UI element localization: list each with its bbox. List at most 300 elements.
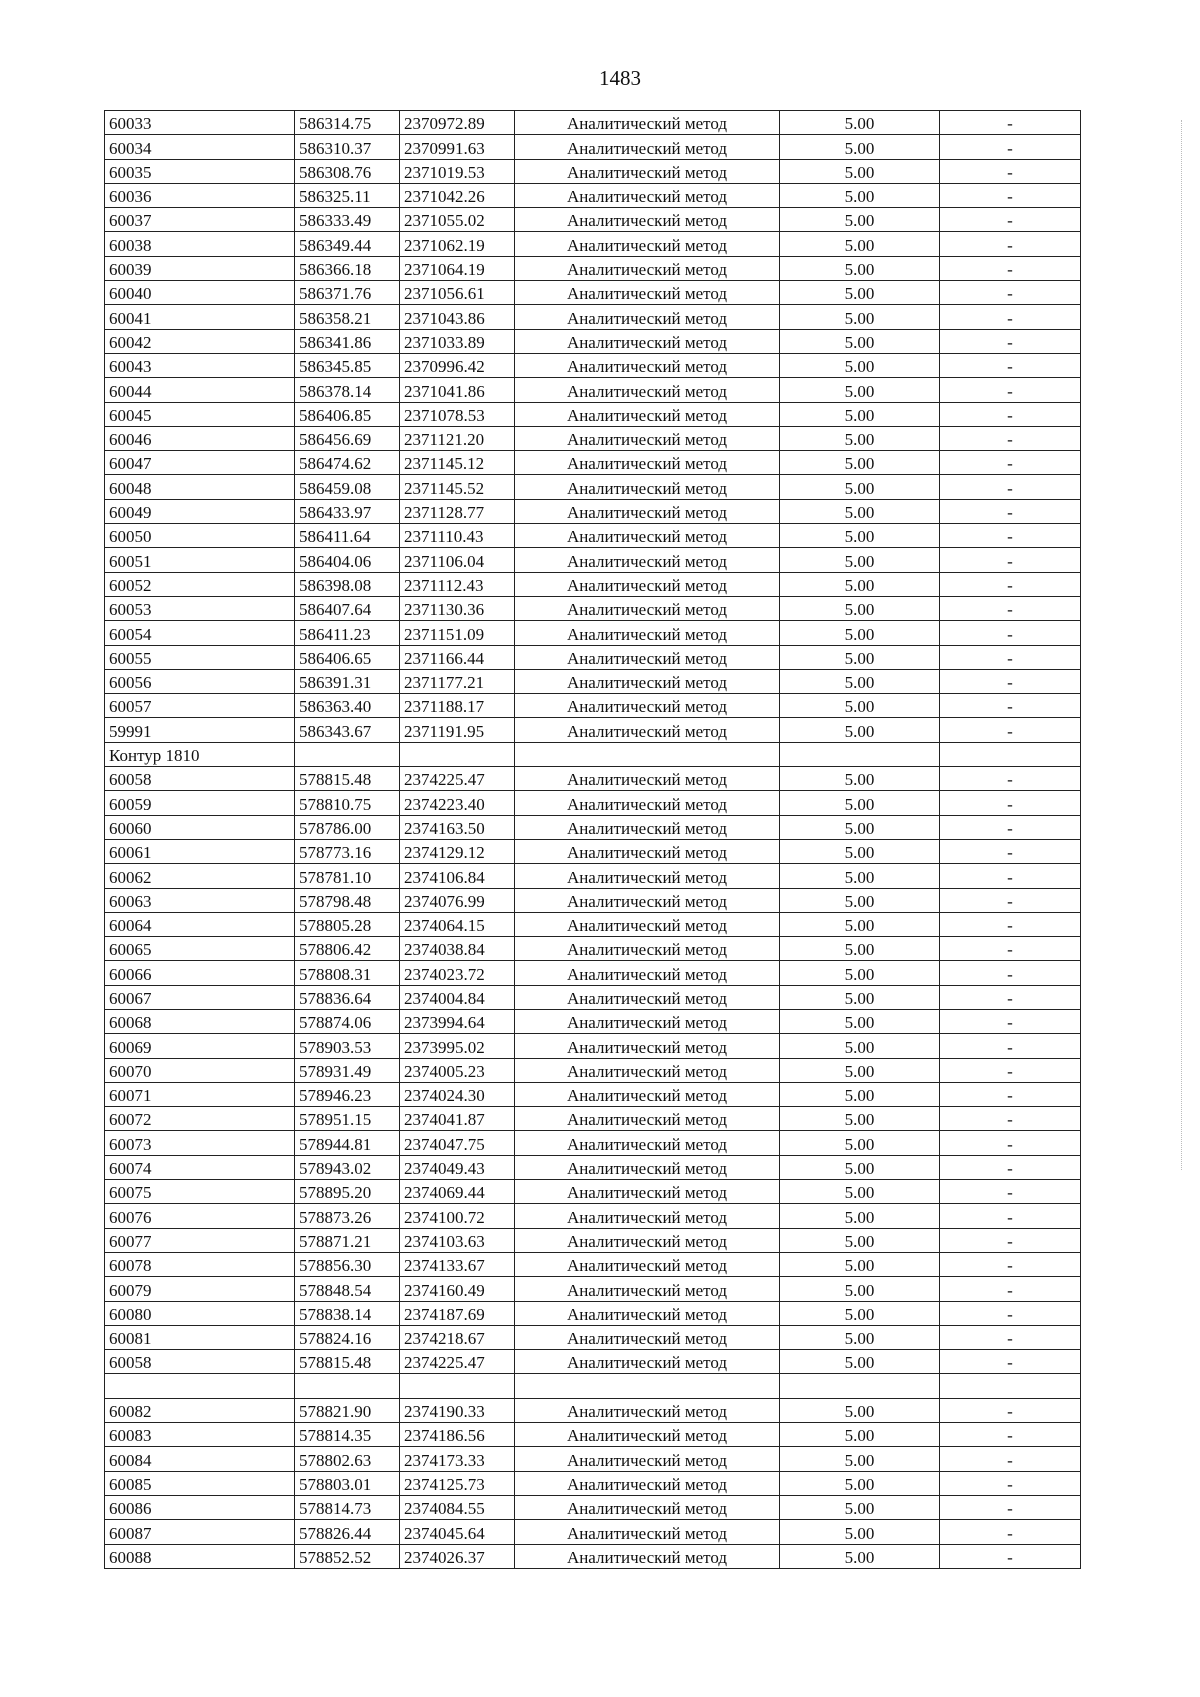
point-id-cell: 60071 bbox=[105, 1082, 295, 1106]
y-coordinate-cell: 2371166.44 bbox=[400, 645, 515, 669]
table-row bbox=[105, 912, 1081, 936]
method-cell: Аналитический метод bbox=[515, 572, 780, 596]
y-coordinate-cell: 2374163.50 bbox=[400, 815, 515, 839]
x-coordinate-cell: 578856.30 bbox=[295, 1252, 400, 1276]
page-number: 1483 bbox=[599, 66, 641, 90]
method-cell: Аналитический метод bbox=[515, 815, 780, 839]
point-id-cell: 60048 bbox=[105, 475, 295, 499]
y-coordinate-cell: 2371110.43 bbox=[400, 524, 515, 548]
point-id-cell: 60055 bbox=[105, 645, 295, 669]
table-row bbox=[105, 621, 1081, 645]
point-id-cell: 60052 bbox=[105, 572, 295, 596]
description-cell: - bbox=[940, 1228, 1081, 1252]
point-id-cell: 60044 bbox=[105, 378, 295, 402]
accuracy-cell: 5.00 bbox=[780, 378, 940, 402]
description-cell: - bbox=[940, 669, 1081, 693]
method-cell: Аналитический метод bbox=[515, 1325, 780, 1349]
description-cell: - bbox=[940, 159, 1081, 183]
x-coordinate-cell: 586378.14 bbox=[295, 378, 400, 402]
y-coordinate-cell: 2374005.23 bbox=[400, 1058, 515, 1082]
method-cell: Аналитический метод bbox=[515, 718, 780, 742]
method-cell: Аналитический метод bbox=[515, 1155, 780, 1179]
accuracy-cell: 5.00 bbox=[780, 256, 940, 280]
description-cell: - bbox=[940, 281, 1081, 305]
accuracy-cell: 5.00 bbox=[780, 451, 940, 475]
table-row bbox=[105, 839, 1081, 863]
method-cell bbox=[515, 742, 780, 766]
table-row bbox=[105, 718, 1081, 742]
table-row bbox=[105, 548, 1081, 572]
description-cell: - bbox=[940, 864, 1081, 888]
method-cell: Аналитический метод bbox=[515, 1447, 780, 1471]
description-cell: - bbox=[940, 815, 1081, 839]
table-row bbox=[105, 669, 1081, 693]
x-coordinate-cell: 586433.97 bbox=[295, 499, 400, 523]
x-coordinate-cell: 578815.48 bbox=[295, 1350, 400, 1374]
accuracy-cell: 5.00 bbox=[780, 1131, 940, 1155]
point-id-cell: 60061 bbox=[105, 839, 295, 863]
method-cell: Аналитический метод bbox=[515, 839, 780, 863]
point-id-cell: 60058 bbox=[105, 1350, 295, 1374]
x-coordinate-cell: 578943.02 bbox=[295, 1155, 400, 1179]
accuracy-cell: 5.00 bbox=[780, 572, 940, 596]
point-id-cell: 60079 bbox=[105, 1277, 295, 1301]
method-cell: Аналитический метод bbox=[515, 451, 780, 475]
method-cell: Аналитический метод bbox=[515, 402, 780, 426]
y-coordinate-cell: 2374045.64 bbox=[400, 1520, 515, 1544]
x-coordinate-cell: 586474.62 bbox=[295, 451, 400, 475]
method-cell: Аналитический метод bbox=[515, 1009, 780, 1033]
coordinates-table-body bbox=[105, 111, 1081, 1569]
table-row bbox=[105, 524, 1081, 548]
x-coordinate-cell: 578931.49 bbox=[295, 1058, 400, 1082]
table-row bbox=[105, 1058, 1081, 1082]
y-coordinate-cell bbox=[400, 742, 515, 766]
table-row bbox=[105, 1009, 1081, 1033]
x-coordinate-cell: 586363.40 bbox=[295, 694, 400, 718]
accuracy-cell: 5.00 bbox=[780, 183, 940, 207]
table-row bbox=[105, 1252, 1081, 1276]
table-row bbox=[105, 888, 1081, 912]
table-row bbox=[105, 353, 1081, 377]
method-cell: Аналитический метод bbox=[515, 1228, 780, 1252]
description-cell: - bbox=[940, 1325, 1081, 1349]
y-coordinate-cell: 2370991.63 bbox=[400, 135, 515, 159]
x-coordinate-cell: 578826.44 bbox=[295, 1520, 400, 1544]
x-coordinate-cell: 578824.16 bbox=[295, 1325, 400, 1349]
x-coordinate-cell: 586406.65 bbox=[295, 645, 400, 669]
table-row bbox=[105, 791, 1081, 815]
x-coordinate-cell: 586411.23 bbox=[295, 621, 400, 645]
point-id-cell: 60075 bbox=[105, 1180, 295, 1204]
method-cell: Аналитический метод bbox=[515, 353, 780, 377]
x-coordinate-cell bbox=[295, 1374, 400, 1398]
point-id-cell: 60047 bbox=[105, 451, 295, 475]
method-cell: Аналитический метод bbox=[515, 985, 780, 1009]
x-coordinate-cell: 586407.64 bbox=[295, 596, 400, 620]
accuracy-cell: 5.00 bbox=[780, 281, 940, 305]
description-cell: - bbox=[940, 839, 1081, 863]
description-cell: - bbox=[940, 1058, 1081, 1082]
accuracy-cell: 5.00 bbox=[780, 111, 940, 135]
x-coordinate-cell: 586308.76 bbox=[295, 159, 400, 183]
description-cell: - bbox=[940, 1544, 1081, 1568]
y-coordinate-cell: 2374186.56 bbox=[400, 1423, 515, 1447]
point-id-cell: 60045 bbox=[105, 402, 295, 426]
table-row bbox=[105, 1544, 1081, 1568]
accuracy-cell: 5.00 bbox=[780, 1495, 940, 1519]
description-cell: - bbox=[940, 767, 1081, 791]
table-row bbox=[105, 1228, 1081, 1252]
description-cell: - bbox=[940, 232, 1081, 256]
description-cell: - bbox=[940, 305, 1081, 329]
table-row bbox=[105, 1471, 1081, 1495]
accuracy-cell: 5.00 bbox=[780, 1082, 940, 1106]
method-cell bbox=[515, 1374, 780, 1398]
accuracy-cell: 5.00 bbox=[780, 1058, 940, 1082]
accuracy-cell: 5.00 bbox=[780, 524, 940, 548]
accuracy-cell: 5.00 bbox=[780, 1471, 940, 1495]
x-coordinate-cell: 586325.11 bbox=[295, 183, 400, 207]
table-row bbox=[105, 232, 1081, 256]
table-row bbox=[105, 1495, 1081, 1519]
table-row bbox=[105, 985, 1081, 1009]
point-id-cell: 60063 bbox=[105, 888, 295, 912]
method-cell: Аналитический метод bbox=[515, 426, 780, 450]
description-cell: - bbox=[940, 1252, 1081, 1276]
x-coordinate-cell: 586345.85 bbox=[295, 353, 400, 377]
table-row bbox=[105, 256, 1081, 280]
method-cell: Аналитический метод bbox=[515, 1495, 780, 1519]
point-id-cell: 60082 bbox=[105, 1398, 295, 1422]
accuracy-cell: 5.00 bbox=[780, 208, 940, 232]
method-cell: Аналитический метод bbox=[515, 791, 780, 815]
point-id-cell: 60069 bbox=[105, 1034, 295, 1058]
description-cell: - bbox=[940, 912, 1081, 936]
point-id-cell: 60078 bbox=[105, 1252, 295, 1276]
description-cell: - bbox=[940, 1398, 1081, 1422]
description-cell: - bbox=[940, 499, 1081, 523]
point-id-cell: 60062 bbox=[105, 864, 295, 888]
accuracy-cell: 5.00 bbox=[780, 864, 940, 888]
point-id-cell: 60060 bbox=[105, 815, 295, 839]
y-coordinate-cell: 2374076.99 bbox=[400, 888, 515, 912]
accuracy-cell: 5.00 bbox=[780, 1350, 940, 1374]
y-coordinate-cell: 2374100.72 bbox=[400, 1204, 515, 1228]
y-coordinate-cell: 2374084.55 bbox=[400, 1495, 515, 1519]
y-coordinate-cell: 2374049.43 bbox=[400, 1155, 515, 1179]
description-cell: - bbox=[940, 1301, 1081, 1325]
accuracy-cell: 5.00 bbox=[780, 791, 940, 815]
y-coordinate-cell: 2374223.40 bbox=[400, 791, 515, 815]
accuracy-cell: 5.00 bbox=[780, 1301, 940, 1325]
accuracy-cell: 5.00 bbox=[780, 1423, 940, 1447]
y-coordinate-cell: 2371041.86 bbox=[400, 378, 515, 402]
point-id-cell: 60086 bbox=[105, 1495, 295, 1519]
accuracy-cell: 5.00 bbox=[780, 985, 940, 1009]
accuracy-cell: 5.00 bbox=[780, 159, 940, 183]
method-cell: Аналитический метод bbox=[515, 232, 780, 256]
method-cell: Аналитический метод bbox=[515, 208, 780, 232]
accuracy-cell: 5.00 bbox=[780, 888, 940, 912]
y-coordinate-cell: 2374218.67 bbox=[400, 1325, 515, 1349]
y-coordinate-cell: 2374041.87 bbox=[400, 1107, 515, 1131]
description-cell: - bbox=[940, 1495, 1081, 1519]
x-coordinate-cell: 578806.42 bbox=[295, 937, 400, 961]
point-id-cell: 60037 bbox=[105, 208, 295, 232]
description-cell: - bbox=[940, 621, 1081, 645]
point-id-cell: 60042 bbox=[105, 329, 295, 353]
accuracy-cell: 5.00 bbox=[780, 1034, 940, 1058]
description-cell: - bbox=[940, 426, 1081, 450]
x-coordinate-cell: 578838.14 bbox=[295, 1301, 400, 1325]
y-coordinate-cell: 2371019.53 bbox=[400, 159, 515, 183]
accuracy-cell: 5.00 bbox=[780, 1155, 940, 1179]
point-id-cell: 60050 bbox=[105, 524, 295, 548]
y-coordinate-cell: 2374004.84 bbox=[400, 985, 515, 1009]
accuracy-cell: 5.00 bbox=[780, 548, 940, 572]
point-id-cell: 60058 bbox=[105, 767, 295, 791]
description-cell: - bbox=[940, 353, 1081, 377]
point-id-cell: 60065 bbox=[105, 937, 295, 961]
table-row bbox=[105, 1423, 1081, 1447]
method-cell: Аналитический метод bbox=[515, 281, 780, 305]
point-id-cell: 60049 bbox=[105, 499, 295, 523]
description-cell: - bbox=[940, 524, 1081, 548]
description-cell bbox=[940, 1374, 1081, 1398]
table-row bbox=[105, 378, 1081, 402]
description-cell: - bbox=[940, 596, 1081, 620]
point-id-cell: 60051 bbox=[105, 548, 295, 572]
y-coordinate-cell: 2374023.72 bbox=[400, 961, 515, 985]
accuracy-cell: 5.00 bbox=[780, 1107, 940, 1131]
y-coordinate-cell: 2373994.64 bbox=[400, 1009, 515, 1033]
y-coordinate-cell: 2371145.12 bbox=[400, 451, 515, 475]
x-coordinate-cell bbox=[295, 742, 400, 766]
x-coordinate-cell: 578814.73 bbox=[295, 1495, 400, 1519]
y-coordinate-cell: 2371188.17 bbox=[400, 694, 515, 718]
description-cell: - bbox=[940, 888, 1081, 912]
accuracy-cell: 5.00 bbox=[780, 937, 940, 961]
description-cell: - bbox=[940, 1447, 1081, 1471]
x-coordinate-cell: 578871.21 bbox=[295, 1228, 400, 1252]
coordinates-table bbox=[104, 110, 1081, 1569]
table-row bbox=[105, 1350, 1081, 1374]
point-id-cell: 60077 bbox=[105, 1228, 295, 1252]
method-cell: Аналитический метод bbox=[515, 1398, 780, 1422]
point-id-cell: 60081 bbox=[105, 1325, 295, 1349]
description-cell: - bbox=[940, 1082, 1081, 1106]
point-id-cell bbox=[105, 1374, 295, 1398]
accuracy-cell: 5.00 bbox=[780, 1277, 940, 1301]
y-coordinate-cell: 2371128.77 bbox=[400, 499, 515, 523]
y-coordinate-cell: 2371145.52 bbox=[400, 475, 515, 499]
accuracy-cell: 5.00 bbox=[780, 1009, 940, 1033]
method-cell: Аналитический метод bbox=[515, 621, 780, 645]
accuracy-cell: 5.00 bbox=[780, 232, 940, 256]
point-id-cell: 60053 bbox=[105, 596, 295, 620]
method-cell: Аналитический метод bbox=[515, 305, 780, 329]
accuracy-cell bbox=[780, 742, 940, 766]
y-coordinate-cell: 2371043.86 bbox=[400, 305, 515, 329]
method-cell: Аналитический метод bbox=[515, 1204, 780, 1228]
table-row bbox=[105, 475, 1081, 499]
method-cell: Аналитический метод bbox=[515, 1107, 780, 1131]
method-cell: Аналитический метод bbox=[515, 183, 780, 207]
y-coordinate-cell: 2371033.89 bbox=[400, 329, 515, 353]
y-coordinate-cell: 2371130.36 bbox=[400, 596, 515, 620]
accuracy-cell: 5.00 bbox=[780, 1204, 940, 1228]
table-row bbox=[105, 281, 1081, 305]
method-cell: Аналитический метод bbox=[515, 1082, 780, 1106]
y-coordinate-cell: 2371106.04 bbox=[400, 548, 515, 572]
x-coordinate-cell: 578814.35 bbox=[295, 1423, 400, 1447]
x-coordinate-cell: 578895.20 bbox=[295, 1180, 400, 1204]
method-cell: Аналитический метод bbox=[515, 111, 780, 135]
table-row bbox=[105, 815, 1081, 839]
accuracy-cell: 5.00 bbox=[780, 1252, 940, 1276]
y-coordinate-cell: 2371151.09 bbox=[400, 621, 515, 645]
method-cell: Аналитический метод bbox=[515, 961, 780, 985]
y-coordinate-cell: 2374038.84 bbox=[400, 937, 515, 961]
method-cell: Аналитический метод bbox=[515, 548, 780, 572]
x-coordinate-cell: 586411.64 bbox=[295, 524, 400, 548]
table-row bbox=[105, 305, 1081, 329]
point-id-cell: 60041 bbox=[105, 305, 295, 329]
point-id-cell: 60054 bbox=[105, 621, 295, 645]
description-cell: - bbox=[940, 718, 1081, 742]
point-id-cell: 60034 bbox=[105, 135, 295, 159]
table-row bbox=[105, 1374, 1081, 1398]
method-cell: Аналитический метод bbox=[515, 694, 780, 718]
table-row bbox=[105, 937, 1081, 961]
description-cell: - bbox=[940, 183, 1081, 207]
method-cell: Аналитический метод bbox=[515, 669, 780, 693]
x-coordinate-cell: 578946.23 bbox=[295, 1082, 400, 1106]
method-cell: Аналитический метод bbox=[515, 1471, 780, 1495]
point-id-cell: 60070 bbox=[105, 1058, 295, 1082]
x-coordinate-cell: 578848.54 bbox=[295, 1277, 400, 1301]
y-coordinate-cell: 2371078.53 bbox=[400, 402, 515, 426]
method-cell: Аналитический метод bbox=[515, 596, 780, 620]
y-coordinate-cell: 2371064.19 bbox=[400, 256, 515, 280]
y-coordinate-cell: 2374173.33 bbox=[400, 1447, 515, 1471]
x-coordinate-cell: 578798.48 bbox=[295, 888, 400, 912]
point-id-cell: 60057 bbox=[105, 694, 295, 718]
table-row bbox=[105, 1325, 1081, 1349]
method-cell: Аналитический метод bbox=[515, 1520, 780, 1544]
table-row bbox=[105, 1155, 1081, 1179]
description-cell: - bbox=[940, 378, 1081, 402]
y-coordinate-cell: 2374225.47 bbox=[400, 1350, 515, 1374]
accuracy-cell: 5.00 bbox=[780, 961, 940, 985]
method-cell: Аналитический метод bbox=[515, 912, 780, 936]
x-coordinate-cell: 586310.37 bbox=[295, 135, 400, 159]
accuracy-cell: 5.00 bbox=[780, 767, 940, 791]
accuracy-cell: 5.00 bbox=[780, 135, 940, 159]
description-cell: - bbox=[940, 1520, 1081, 1544]
accuracy-cell: 5.00 bbox=[780, 1544, 940, 1568]
x-coordinate-cell: 578808.31 bbox=[295, 961, 400, 985]
method-cell: Аналитический метод bbox=[515, 1034, 780, 1058]
table-row bbox=[105, 961, 1081, 985]
point-id-cell: 60056 bbox=[105, 669, 295, 693]
description-cell: - bbox=[940, 1423, 1081, 1447]
description-cell: - bbox=[940, 1107, 1081, 1131]
accuracy-cell: 5.00 bbox=[780, 694, 940, 718]
y-coordinate-cell: 2371042.26 bbox=[400, 183, 515, 207]
x-coordinate-cell: 586343.67 bbox=[295, 718, 400, 742]
y-coordinate-cell: 2374024.30 bbox=[400, 1082, 515, 1106]
x-coordinate-cell: 578944.81 bbox=[295, 1131, 400, 1155]
x-coordinate-cell: 578786.00 bbox=[295, 815, 400, 839]
y-coordinate-cell: 2374160.49 bbox=[400, 1277, 515, 1301]
method-cell: Аналитический метод bbox=[515, 1350, 780, 1374]
y-coordinate-cell: 2374026.37 bbox=[400, 1544, 515, 1568]
point-id-cell: 60068 bbox=[105, 1009, 295, 1033]
y-coordinate-cell: 2374103.63 bbox=[400, 1228, 515, 1252]
method-cell: Аналитический метод bbox=[515, 159, 780, 183]
point-id-cell: 60083 bbox=[105, 1423, 295, 1447]
y-coordinate-cell: 2370996.42 bbox=[400, 353, 515, 377]
method-cell: Аналитический метод bbox=[515, 329, 780, 353]
point-id-cell: 60043 bbox=[105, 353, 295, 377]
accuracy-cell: 5.00 bbox=[780, 329, 940, 353]
description-cell: - bbox=[940, 208, 1081, 232]
accuracy-cell: 5.00 bbox=[780, 475, 940, 499]
accuracy-cell: 5.00 bbox=[780, 1520, 940, 1544]
x-coordinate-cell: 586404.06 bbox=[295, 548, 400, 572]
point-id-cell: 60040 bbox=[105, 281, 295, 305]
description-cell: - bbox=[940, 572, 1081, 596]
table-row bbox=[105, 572, 1081, 596]
method-cell: Аналитический метод bbox=[515, 475, 780, 499]
table-row bbox=[105, 111, 1081, 135]
description-cell: - bbox=[940, 937, 1081, 961]
table-row bbox=[105, 596, 1081, 620]
description-cell: - bbox=[940, 135, 1081, 159]
accuracy-cell: 5.00 bbox=[780, 1228, 940, 1252]
description-cell bbox=[940, 742, 1081, 766]
description-cell: - bbox=[940, 256, 1081, 280]
point-id-cell: 60036 bbox=[105, 183, 295, 207]
accuracy-cell: 5.00 bbox=[780, 718, 940, 742]
accuracy-cell: 5.00 bbox=[780, 839, 940, 863]
y-coordinate-cell: 2371055.02 bbox=[400, 208, 515, 232]
x-coordinate-cell: 586398.08 bbox=[295, 572, 400, 596]
x-coordinate-cell: 578803.01 bbox=[295, 1471, 400, 1495]
point-id-cell: 60088 bbox=[105, 1544, 295, 1568]
y-coordinate-cell: 2374190.33 bbox=[400, 1398, 515, 1422]
method-cell: Аналитический метод bbox=[515, 645, 780, 669]
description-cell: - bbox=[940, 791, 1081, 815]
x-coordinate-cell: 586358.21 bbox=[295, 305, 400, 329]
accuracy-cell: 5.00 bbox=[780, 305, 940, 329]
table-row bbox=[105, 1447, 1081, 1471]
table-row bbox=[105, 1520, 1081, 1544]
description-cell: - bbox=[940, 1277, 1081, 1301]
x-coordinate-cell: 586341.86 bbox=[295, 329, 400, 353]
description-cell: - bbox=[940, 694, 1081, 718]
point-id-cell: 60084 bbox=[105, 1447, 295, 1471]
accuracy-cell: 5.00 bbox=[780, 1180, 940, 1204]
y-coordinate-cell: 2371177.21 bbox=[400, 669, 515, 693]
y-coordinate-cell: 2373995.02 bbox=[400, 1034, 515, 1058]
table-row bbox=[105, 864, 1081, 888]
x-coordinate-cell: 578810.75 bbox=[295, 791, 400, 815]
point-id-cell: 60080 bbox=[105, 1301, 295, 1325]
x-coordinate-cell: 578852.52 bbox=[295, 1544, 400, 1568]
